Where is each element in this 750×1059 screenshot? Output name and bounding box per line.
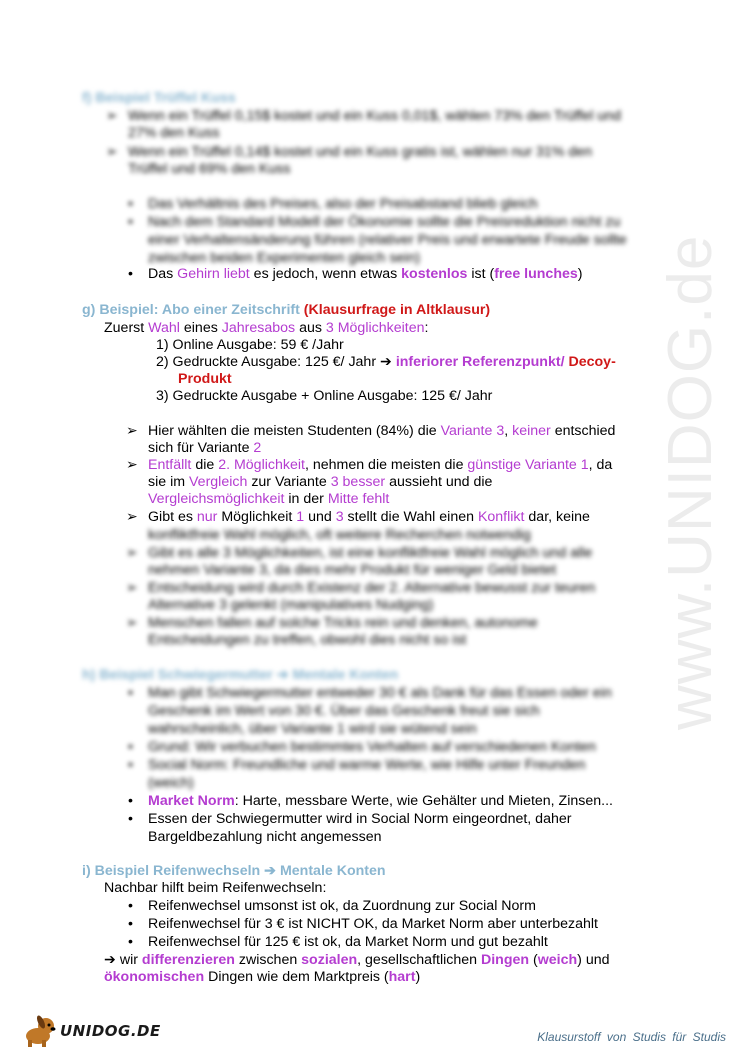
- footer-tagline: Klausurstoff von Studis für Studis: [537, 1030, 726, 1044]
- text-line: Menschen fallen auf solche Tricks rein und denken, autonome: [148, 615, 538, 631]
- text-line: Gibt es alle 3 Möglichkeiten, ist eine konfliktfreie Wahl möglich und alle: [148, 545, 593, 561]
- dog-mascot-icon: [22, 1010, 62, 1050]
- text-line: Das Gehirn liebt es jedoch, wenn etwas kostenlos ist (free lunches): [148, 266, 583, 282]
- text-line: Wenn ein Trüffel 0,15$ kostet und ein Kuss 0,01$, wählen 73% den Trüffel und: [128, 108, 621, 124]
- arrow-bullet-icon: ➢: [126, 580, 138, 596]
- bullet-icon: •: [128, 793, 133, 809]
- bullet-icon: •: [128, 811, 133, 827]
- bullet-icon: •: [128, 266, 133, 282]
- text-line: Essen der Schwiegermutter wird in Social Norm eingeordnet, daher: [148, 811, 572, 827]
- bullet-icon: •: [128, 916, 133, 932]
- text-line: Bargeldbezahlung nicht angemessen: [148, 829, 382, 845]
- bullet-icon: •: [128, 898, 133, 914]
- arrow-bullet-icon: ➢: [126, 423, 138, 439]
- text-line: Reifenwechsel umsonst ist ok, da Zuordnung zur Social Norm: [148, 898, 536, 914]
- text-line: konfliktfreie Wahl möglich, oft weitere Recherchen notwendig: [148, 527, 531, 543]
- text-line: 27% den Kuss: [128, 125, 220, 141]
- text-line: Entfällt die 2. Möglichkeit, nehmen die meisten die günstige Variante 1, da: [148, 457, 613, 473]
- arrow-bullet-icon: ➢: [106, 144, 118, 160]
- text-line: Man gibt Schwiegermutter entweder 30 € als Dank für das Essen oder ein: [148, 685, 612, 701]
- text-line: Market Norm: Harte, messbare Werte, wie Gehälter und Mieten, Zinsen...: [148, 793, 613, 809]
- text-line: Nachbar hilft beim Reifenwechseln:: [104, 880, 327, 896]
- text-line: sich für Variante 2: [148, 440, 262, 456]
- bullet-icon: •: [128, 739, 133, 755]
- text-line: Gibt es nur Möglichkeit 1 und 3 stellt die Wahl einen Konflikt dar, keine: [148, 509, 590, 525]
- section-f-heading: f) Beispiel Trüffel Kuss: [82, 90, 236, 106]
- unidog-logo: [22, 1010, 172, 1050]
- arrow-bullet-icon: ➢: [126, 615, 138, 631]
- text-line: Social Norm: Freundliche und warme Werte, wie Hilfe unter Freunden: [148, 757, 586, 773]
- text-line: zwischen beiden Experimenten gleich sein): [148, 250, 421, 266]
- arrow-bullet-icon: ➢: [126, 545, 138, 561]
- text-line: Reifenwechsel für 125 € ist ok, da Market Norm und gut bezahlt: [148, 934, 548, 950]
- text-line: (weich): [148, 775, 194, 791]
- text-line: Entscheidungen zu treffen, obwohl dies nicht so ist: [148, 632, 467, 648]
- text-line: Nach dem Standard Modell der Ökonomie sollte die Preisreduktion nicht zu: [148, 214, 621, 230]
- text-line: Hier wählten die meisten Studenten (84%) die Variante 3, keiner entschied: [148, 423, 616, 439]
- text-line: sie im Vergleich zur Variante 3 besser aussieht und die: [148, 474, 493, 490]
- text-line: Wenn ein Trüffel 0,14$ kostet und ein Kuss gratis ist, wählen nur 31% den: [128, 144, 593, 160]
- text-line: Alternative 3 gelenkt (manipulatives Nudging): [148, 597, 434, 613]
- option-item-cont: Produkt: [178, 371, 232, 387]
- option-item: 1) Online Ausgabe: 59 € /Jahr: [156, 337, 344, 353]
- option-item: 3) Gedruckte Ausgabe + Online Ausgabe: 125 €/ Jahr: [156, 388, 493, 404]
- section-i-heading: i) Beispiel Reifenwechseln ➔ Mentale Konten: [82, 863, 386, 879]
- text-line: ökonomischen Dingen wie dem Marktpreis (hart): [104, 969, 421, 985]
- text-line: wahrscheinlich, über Variante 1 wird sie wütend sein: [148, 721, 477, 737]
- bullet-icon: •: [128, 214, 133, 230]
- arrow-bullet-icon: ➢: [126, 457, 138, 473]
- text-line: Vergleichsmöglichkeit in der Mitte fehlt: [148, 491, 390, 507]
- section-h-heading: h) Beispiel Schwiegermutter ➔ Mentale Konten: [82, 667, 399, 683]
- bullet-icon: •: [128, 934, 133, 950]
- text-line: Reifenwechsel für 3 € ist NICHT OK, da Market Norm aber unterbezahlt: [148, 916, 598, 932]
- bullet-icon: •: [128, 757, 133, 773]
- text-line: Grund: Wir verbuchen bestimmtes Verhalten auf verschiedenen Konten: [148, 739, 596, 755]
- bullet-icon: •: [128, 685, 133, 701]
- text-line: nehmen Variante 3, da dies mehr Produkt für weniger Geld bietet: [148, 562, 557, 578]
- logo-text: UNIDOG.DE: [60, 1022, 161, 1040]
- text-line: ➔ wir differenzieren zwischen sozialen, gesellschaftlichen Dingen (weich) und: [104, 952, 610, 968]
- text-line: einer Verhaltensänderung führen (relativer Preis und erwartete Freude sollte: [148, 232, 627, 248]
- text-line: Trüffel und 69% den Kuss: [128, 161, 291, 177]
- text-line: Zuerst Wahl eines Jahresabos aus 3 Möglichkeiten:: [104, 320, 429, 336]
- arrow-bullet-icon: ➢: [126, 509, 138, 525]
- arrow-bullet-icon: ➢: [106, 108, 118, 124]
- text-line: Das Verhältnis des Preises, also der Preisabstand blieb gleich: [148, 196, 538, 212]
- option-item: 2) Gedruckte Ausgabe: 125 €/ Jahr ➔ inferiorer Referenzpunkt/ Decoy-: [156, 354, 616, 370]
- section-g-heading: g) Beispiel: Abo einer Zeitschrift (Klausurfrage in Altklausur): [82, 302, 491, 318]
- bullet-icon: •: [128, 196, 133, 212]
- text-line: Entscheidung wird durch Existenz der 2. Alternative bewusst zur teuren: [148, 580, 596, 596]
- text-line: Geschenk im Wert von 30 €. Über das Geschenk freut sie sich: [148, 703, 540, 719]
- watermark: www.UNIDOG.de: [656, 234, 725, 730]
